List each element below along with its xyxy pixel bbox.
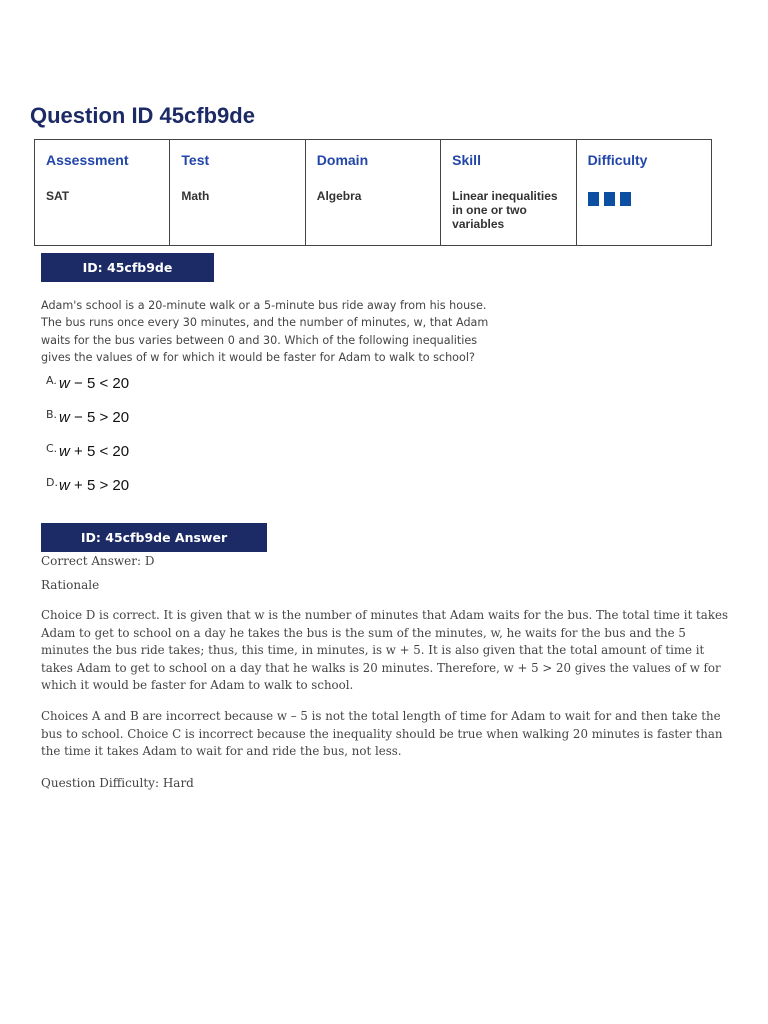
choice-variable: w: [59, 443, 70, 460]
choice-c: [46, 444, 129, 464]
meta-header-difficulty: Difficulty: [587, 152, 648, 168]
rationale-paragraph-2: Choices A and B are incorrect because w – 5 is not the total length of time for Adam to wait for and then take the bus to school. Choice C is incorrect because the inequality should be true when walking 20 minutes is faster than the time it takes Adam to wait for and ride the bus, not less.: [41, 709, 723, 759]
meta-value-assessment: SAT: [46, 189, 70, 203]
meta-cell-difficulty: [576, 140, 711, 246]
meta-header-skill: Skill: [452, 152, 481, 168]
choice-rest: − 5 > 20: [69, 409, 130, 426]
choice-rest: − 5 < 20: [69, 375, 130, 392]
choice-expression: [59, 410, 129, 425]
difficulty-bar: [604, 192, 615, 206]
question-difficulty: Question Difficulty: Hard: [41, 776, 194, 790]
meta-header-domain: Domain: [316, 152, 369, 168]
choice-letter: D.: [46, 476, 58, 489]
choice-d: [46, 478, 129, 498]
choice-expression: [59, 376, 129, 391]
difficulty-indicator: [588, 192, 701, 206]
answer-id-banner: ID: 45cfb9de Answer: [41, 523, 267, 552]
difficulty-bar: [620, 192, 631, 206]
meta-value-skill: Linear inequalities in one or two variables: [452, 189, 558, 231]
choice-variable: w: [59, 375, 70, 392]
meta-cell-test: [170, 140, 305, 246]
meta-value-test: Math: [181, 189, 210, 203]
choice-expression: [59, 444, 129, 459]
choice-rest: + 5 < 20: [69, 443, 130, 460]
meta-header-assessment: Assessment: [46, 152, 129, 168]
difficulty-bar: [588, 192, 599, 206]
rationale-label: Rationale: [41, 578, 100, 592]
page-title: Question ID 45cfb9de: [30, 103, 255, 128]
choice-expression: [59, 478, 129, 493]
question-meta-table: [34, 139, 712, 246]
meta-header-test: Test: [181, 152, 210, 168]
choice-variable: w: [59, 477, 70, 494]
choice-letter: C.: [46, 442, 58, 455]
choice-rest: + 5 > 20: [69, 477, 130, 494]
choice-letter: B.: [46, 408, 58, 421]
choice-letter: A.: [46, 374, 57, 387]
meta-value-domain: Algebra: [316, 189, 362, 203]
choice-variable: w: [59, 409, 70, 426]
meta-cell-skill: [441, 140, 576, 246]
choice-a: [46, 376, 129, 396]
correct-answer: Correct Answer: D: [41, 554, 155, 568]
rationale-paragraph-1: Choice D is correct. It is given that w is the number of minutes that Adam waits for the bus. The total time it takes Adam to get to school on a day he takes the bus is the sum of the minutes, w, he waits for the bus and the 5 minutes the bus ride takes; thus, this time, in minutes, is w + 5. It is also given that the total amount of time it takes Adam to get to school on a day that he walks is 20 minutes. Therefore, w + 5 > 20 gives the values of w for which it would be faster for Adam to walk to school.: [41, 608, 729, 693]
meta-cell-domain: [305, 140, 440, 246]
choice-b: [46, 410, 129, 430]
meta-cell-assessment: [35, 140, 170, 246]
question-text: Adam's school is a 20-minute walk or a 5-minute bus ride away from his house. The bus runs once every 30 minutes, and the number of minutes, w, that Adam waits for the bus varies between 0 and 30. Which of the following inequalities gives the values of w for which it would be faster for Adam to walk to school?: [41, 299, 489, 365]
question-id-banner: ID: 45cfb9de: [41, 253, 214, 282]
